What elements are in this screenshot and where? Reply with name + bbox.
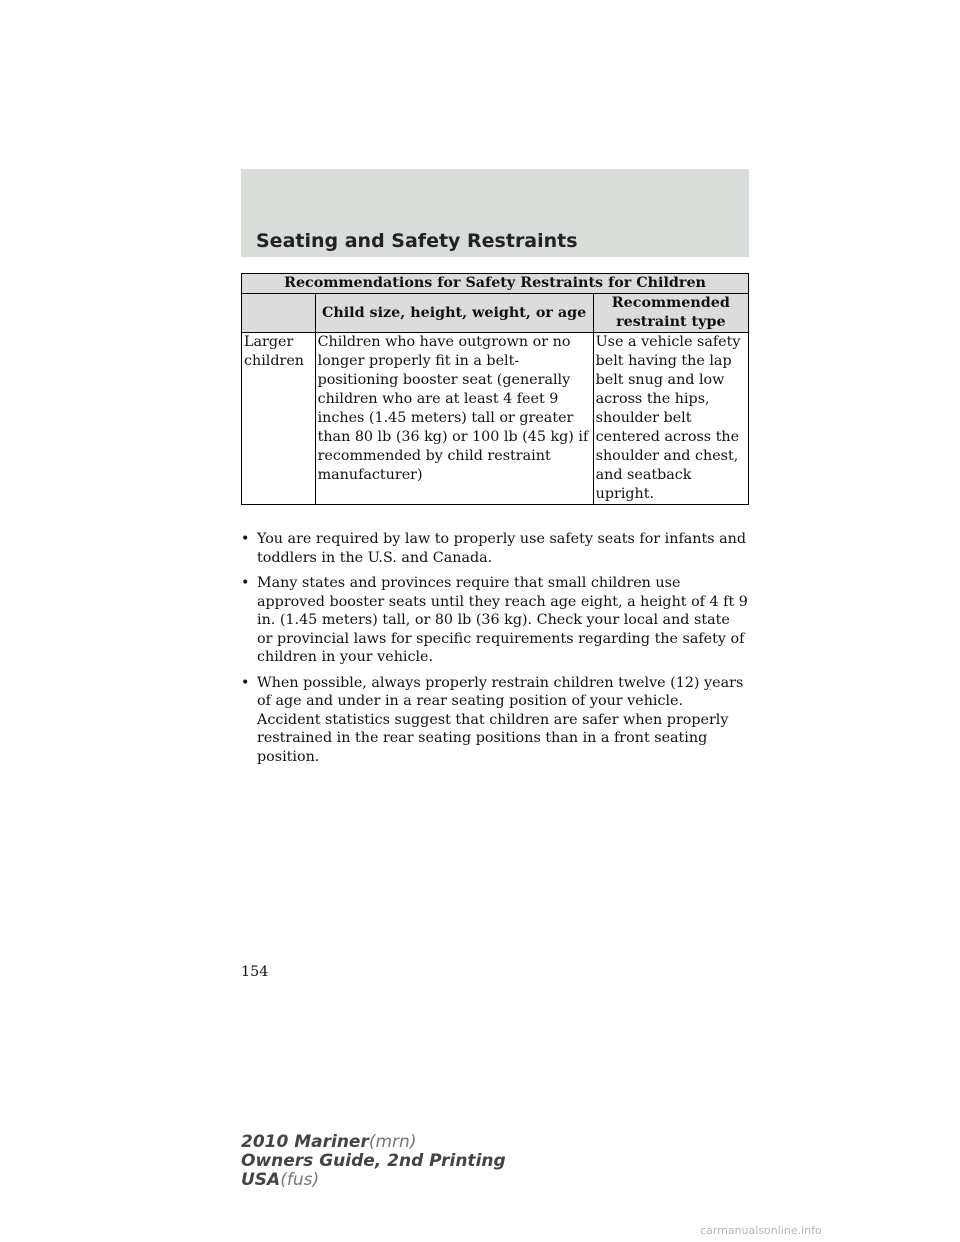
- footer-guide: Owners Guide, 2nd Printing: [241, 1151, 506, 1171]
- list-item: [241, 574, 749, 667]
- bullet-marker: •: [241, 674, 250, 691]
- table-title-row: [242, 274, 749, 294]
- footer-line-guide: [241, 1152, 506, 1171]
- footer-line-model: [241, 1133, 506, 1152]
- table-row: [242, 333, 749, 505]
- footer-model: 2010 Mariner: [241, 1132, 369, 1152]
- bullet-marker: •: [241, 531, 250, 547]
- footer-region-code: (fus): [280, 1170, 320, 1190]
- list-item: [241, 530, 749, 567]
- bullet-list: [241, 530, 749, 773]
- bullet-text: When possible, always properly restrain children twelve (12) years of age and under in a rear seating position of your vehicle. Accident statistics suggest that children are safer when properly restrained in the rear seating positions than in a front seating position.: [257, 674, 744, 765]
- bullet-text: Many states and provinces require that small children use approved booster seats until they reach age eight, a height of 4 ft 9 in. (1.45 meters) tall, or 80 lb (36 kg). Check your local and state or provincial laws for specific requirements regarding the safety of children in your vehicle.: [257, 575, 748, 665]
- cell-size: Children who have outgrown or no longer properly fit in a belt-positioning booster seat (generally children who are at least 4 feet 9 inches (1.45 meters) tall or greater than 80 lb (36 kg) or 100 lb (45 kg) if recommended by child restraint manufacturer): [315, 333, 593, 505]
- child-restraint-table: [241, 273, 749, 505]
- table-title: Recommendations for Safety Restraints for Children: [242, 274, 749, 294]
- footer-model-code: (mrn): [368, 1132, 417, 1152]
- footer-imprint: [241, 1133, 506, 1190]
- footer-line-region: [241, 1171, 506, 1190]
- column-header-size: Child size, height, weight, or age: [315, 294, 593, 333]
- column-header-category: [242, 294, 316, 333]
- footer-region: USA: [241, 1170, 281, 1190]
- list-item: [241, 674, 749, 767]
- table-header-row: [242, 294, 749, 333]
- bullet-text: You are required by law to properly use safety seats for infants and toddlers in the U.S. and Canada.: [257, 531, 746, 566]
- column-header-restraint: Recommended restraint type: [593, 294, 748, 333]
- page-number: 154: [241, 964, 269, 980]
- cell-restraint: Use a vehicle safety belt having the lap belt snug and low across the hips, shoulder belt centered across the shoulder and chest, and seatback upright.: [593, 333, 748, 505]
- watermark: carmanualsonline.info: [700, 1224, 822, 1237]
- bullet-marker: •: [241, 575, 250, 591]
- section-title: Seating and Safety Restraints: [256, 230, 578, 252]
- cell-category: Larger children: [242, 333, 316, 505]
